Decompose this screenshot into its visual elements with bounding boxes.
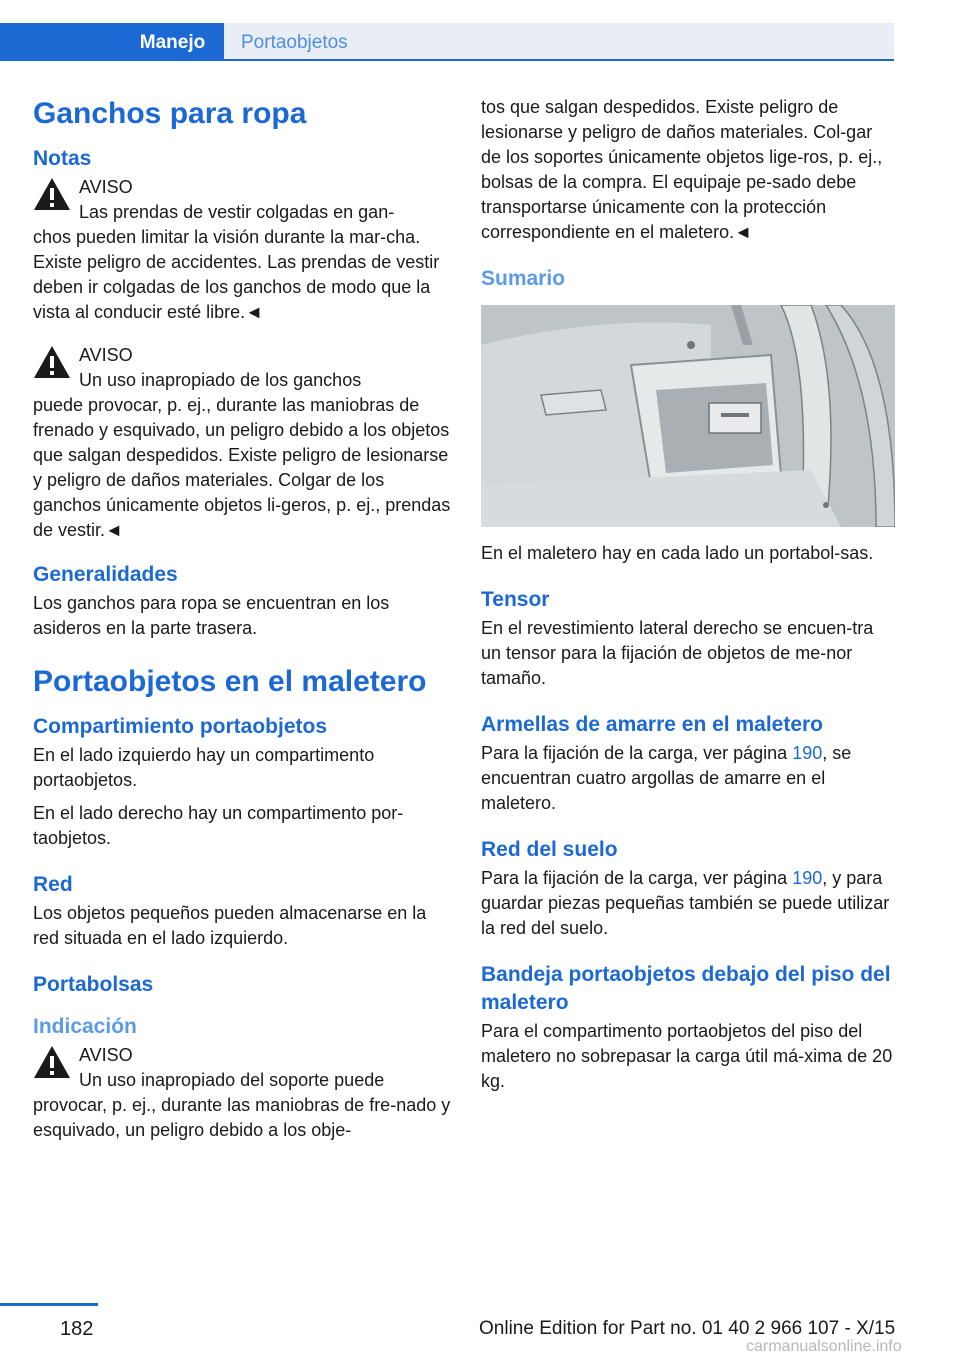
warning-block bbox=[33, 175, 453, 325]
paragraph: Para la fijación de la carga, ver página 190, y para guardar piezas pequeñas también se puede utilizar la red del suelo. bbox=[481, 868, 890, 938]
warning-icon bbox=[33, 177, 71, 211]
paragraph: tos que salgan despedidos. Existe peligro de lesionarse y peligro de daños materiales. Col-gar de los soportes únicamente objetos lige-ros, p. ej., bolsas de la compra. El equipaje pe-sado debe transportarse únicamente con la protección correspondiente en el maletero.◄ bbox=[481, 97, 883, 242]
heading-tensor: Tensor bbox=[481, 588, 550, 611]
paragraph: En el maletero hay en cada lado un portabol-sas. bbox=[481, 543, 874, 563]
page-number: 182 bbox=[60, 1318, 94, 1340]
left-column bbox=[33, 95, 453, 1161]
warning-text-cont: puede provocar, p. ej., durante las maniobras de frenado y esquivado, un peligro debido a los objetos que salgan despedidos. Existe peligro de lesionarse y peligro de daños materiales. Colgar de los ganchos únicamente objetos li-geros, p. ej., prendas de vestir.◄ bbox=[33, 395, 451, 540]
warning-title: AVISO bbox=[79, 1045, 133, 1065]
heading-portabolsas: Portabolsas bbox=[33, 973, 154, 996]
warning-icon bbox=[33, 345, 71, 379]
paragraph: En el lado izquierdo hay un compartimento portaobjetos. bbox=[33, 745, 375, 790]
right-column bbox=[481, 95, 895, 1102]
paragraph: Para la fijación de la carga, ver página 190, se encuentran cuatro argollas de amarre en el maletero. bbox=[481, 743, 852, 813]
trunk-illustration bbox=[481, 305, 895, 527]
heading-indicacion: Indicación bbox=[33, 1015, 137, 1038]
heading-armellas: Armellas de amarre en el maletero bbox=[481, 713, 824, 736]
header-divider bbox=[0, 59, 894, 61]
warning-block bbox=[33, 343, 453, 543]
heading-red: Red bbox=[33, 873, 73, 896]
warning-text: Un uso inapropiado de los ganchos bbox=[79, 370, 362, 390]
heading-compartimiento: Compartimiento portaobjetos bbox=[33, 715, 328, 738]
heading-ganchos: Ganchos para ropa bbox=[33, 97, 307, 130]
page-link-190[interactable]: 190 bbox=[792, 868, 823, 888]
warning-icon bbox=[33, 1045, 71, 1079]
header-bar-left bbox=[0, 23, 121, 61]
warning-text-cont: chos pueden limitar la visión durante la mar-cha. Existe peligro de accidentes. Las prendas de vestir deben ir colgadas de los ganchos de modo que la vista al conducir esté libre.◄ bbox=[33, 227, 440, 322]
warning-text-cont: provocar, p. ej., durante las maniobras de fre-nado y esquivado, un peligro debido a los obje- bbox=[33, 1095, 451, 1140]
heading-portaobjetos-maletero: Portaobjetos en el maletero bbox=[33, 665, 427, 698]
heading-red-suelo: Red del suelo bbox=[481, 838, 618, 861]
paragraph: Los objetos pequeños pueden almacenarse en la red situada en el lado izquierdo. bbox=[33, 903, 427, 948]
heading-generalidades: Generalidades bbox=[33, 563, 178, 586]
warning-text: Las prendas de vestir colgadas en gan- bbox=[79, 202, 395, 222]
warning-title: AVISO bbox=[79, 345, 133, 365]
warning-block bbox=[33, 1043, 453, 1143]
heading-notas: Notas bbox=[33, 147, 92, 170]
page-link-190[interactable]: 190 bbox=[792, 743, 823, 763]
warning-title: AVISO bbox=[79, 177, 133, 197]
paragraph: Los ganchos para ropa se encuentran en los asideros en la parte trasera. bbox=[33, 593, 390, 638]
tab-manejo[interactable]: Manejo bbox=[121, 23, 224, 61]
warning-text: Un uso inapropiado del soporte puede bbox=[79, 1070, 385, 1090]
footer-divider bbox=[0, 1303, 98, 1306]
edition-text: Online Edition for Part no. 01 40 2 966 107 - X/15 bbox=[479, 1318, 896, 1339]
tab-portaobjetos[interactable]: Portaobjetos bbox=[224, 23, 894, 61]
paragraph: En el revestimiento lateral derecho se encuen-tra un tensor para la fijación de objetos de me-nor tamaño. bbox=[481, 618, 874, 688]
heading-bandeja: Bandeja portaobjetos debajo del piso del maletero bbox=[481, 963, 891, 1014]
paragraph: En el lado derecho hay un compartimento por-taobjetos. bbox=[33, 803, 404, 848]
watermark: carmanualsonline.info bbox=[746, 1338, 902, 1355]
page-header bbox=[0, 23, 894, 61]
paragraph: Para el compartimento portaobjetos del piso del maletero no sobrepasar la carga útil má-xima de 20 kg. bbox=[481, 1021, 893, 1091]
heading-sumario: Sumario bbox=[481, 267, 566, 290]
